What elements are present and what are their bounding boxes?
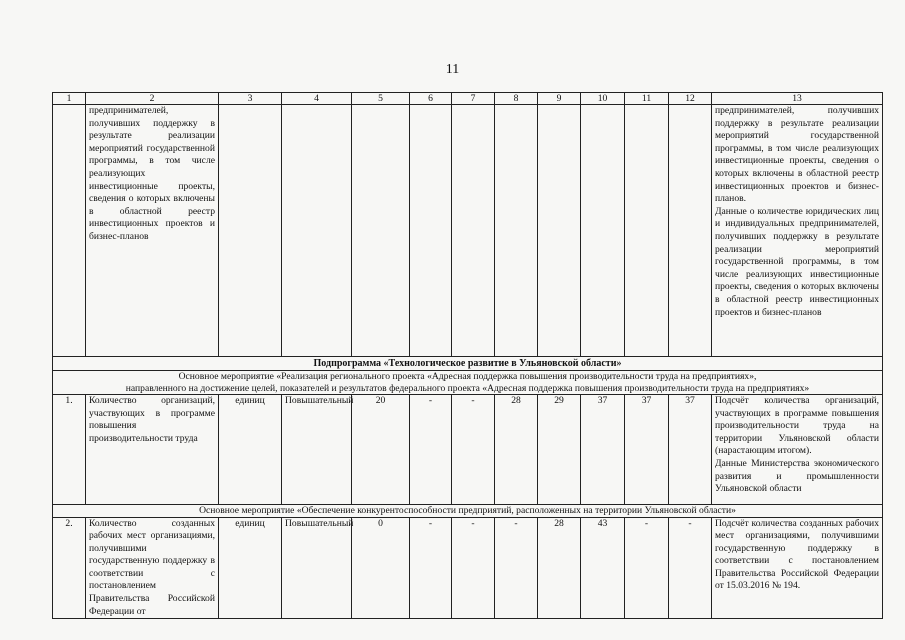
column-number-row bbox=[53, 93, 883, 105]
column-header: 6 bbox=[410, 93, 452, 105]
indicator-name-cell: Количество организаций, участвующих в программе повышения производительности труда bbox=[86, 395, 219, 505]
value-cell: 29 bbox=[538, 395, 581, 505]
method-cell bbox=[712, 395, 883, 505]
value-cell: 20 bbox=[352, 395, 410, 505]
indicator-name-cell: Количество созданных рабочих мест организациями, получившими государственную поддержку в соответствии с постановлением Правительства Российской Федерации от bbox=[86, 517, 219, 619]
value-cell: - bbox=[410, 395, 452, 505]
value-cell: 28 bbox=[495, 395, 538, 505]
value-cell: - bbox=[625, 517, 669, 619]
value-cell: 37 bbox=[669, 395, 712, 505]
unit-cell: единиц bbox=[219, 395, 282, 505]
method-source: Данные Министерства экономического развития и промышленности Ульяновской области bbox=[715, 457, 879, 495]
column-header: 4 bbox=[282, 93, 352, 105]
unit-cell: единиц bbox=[219, 517, 282, 619]
subprogram-title: Подпрограмма «Технологическое развитие в Ульяновской области» bbox=[53, 357, 883, 371]
table-row-continued bbox=[53, 105, 883, 357]
column-header: 5 bbox=[352, 93, 410, 105]
value-cell: - bbox=[452, 395, 495, 505]
column-header: 3 bbox=[219, 93, 282, 105]
row-number: 2. bbox=[53, 517, 86, 619]
measure-line: Основное мероприятие «Реализация регионального проекта «Адресная поддержка повышения производительности труда на предприятиях», bbox=[178, 371, 757, 382]
column-header: 1 bbox=[53, 93, 86, 105]
column-header: 13 bbox=[712, 93, 883, 105]
method-text: предпринимателей, получивших поддержку в результате реализации мероприятий государственной программы, в том числе реализующих инвестиционные проекты, сведения о которых включены в областной реестр инвестиционных проектов и бизнес-планов. bbox=[715, 105, 879, 205]
measure-row bbox=[53, 505, 883, 518]
measure-title bbox=[53, 371, 883, 395]
column-header: 2 bbox=[86, 93, 219, 105]
value-cell: 43 bbox=[581, 517, 625, 619]
method-source: Данные о количестве юридических лиц и индивидуальных предпринимателей, получивших поддержку в результате реализации мероприятий государственной программы, в том числе реализующих инвестиционные проекты, сведения о которых включены в областной реестр инвестиционных проектов и бизнес-планов bbox=[715, 205, 879, 318]
value-cell: 28 bbox=[538, 517, 581, 619]
column-header: 12 bbox=[669, 93, 712, 105]
value-cell: - bbox=[452, 517, 495, 619]
method-cell bbox=[712, 105, 883, 357]
direction-cell: Повышательный bbox=[282, 395, 352, 505]
value-cell: - bbox=[669, 517, 712, 619]
table-row bbox=[53, 517, 883, 619]
indicator-name-cell: предпринимателей, получивших поддержку в результате реализации мероприятий государственной программы, в том числе реализующих инвестиционные проекты, сведения о которых включены в областной реестр инвестиционных проектов и бизнес-планов bbox=[86, 105, 219, 357]
value-cell: 37 bbox=[625, 395, 669, 505]
method-text: Подсчёт количества организаций, участвующих в программе повышения производительности труда на территории Ульяновской области (нарастающим итогом). bbox=[715, 395, 879, 457]
table-row bbox=[53, 395, 883, 505]
column-header: 10 bbox=[581, 93, 625, 105]
column-header: 9 bbox=[538, 93, 581, 105]
row-number: 1. bbox=[53, 395, 86, 505]
direction-cell: Повышательный bbox=[282, 517, 352, 619]
column-header: 11 bbox=[625, 93, 669, 105]
measure-row bbox=[53, 371, 883, 395]
value-cell: 0 bbox=[352, 517, 410, 619]
method-cell: Подсчёт количества созданных рабочих мест организациями, получившими государственную поддержку в соответствии с постановлением Правительства Российской Федерации от 15.03.2016 № 194. bbox=[712, 517, 883, 619]
indicator-table bbox=[52, 92, 883, 619]
value-cell: - bbox=[495, 517, 538, 619]
measure-line: направленного на достижение целей, показателей и результатов федерального проекта «Адресная поддержка повышения производительности труда на предприятиях» bbox=[125, 382, 810, 394]
measure-title: Основное мероприятие «Обеспечение конкурентоспособности предприятий, расположенных на территории Ульяновской области» bbox=[53, 505, 883, 518]
page-number: 11 bbox=[445, 62, 460, 77]
subprogram-row bbox=[53, 357, 883, 371]
value-cell: - bbox=[410, 517, 452, 619]
value-cell: 37 bbox=[581, 395, 625, 505]
column-header: 7 bbox=[452, 93, 495, 105]
column-header: 8 bbox=[495, 93, 538, 105]
